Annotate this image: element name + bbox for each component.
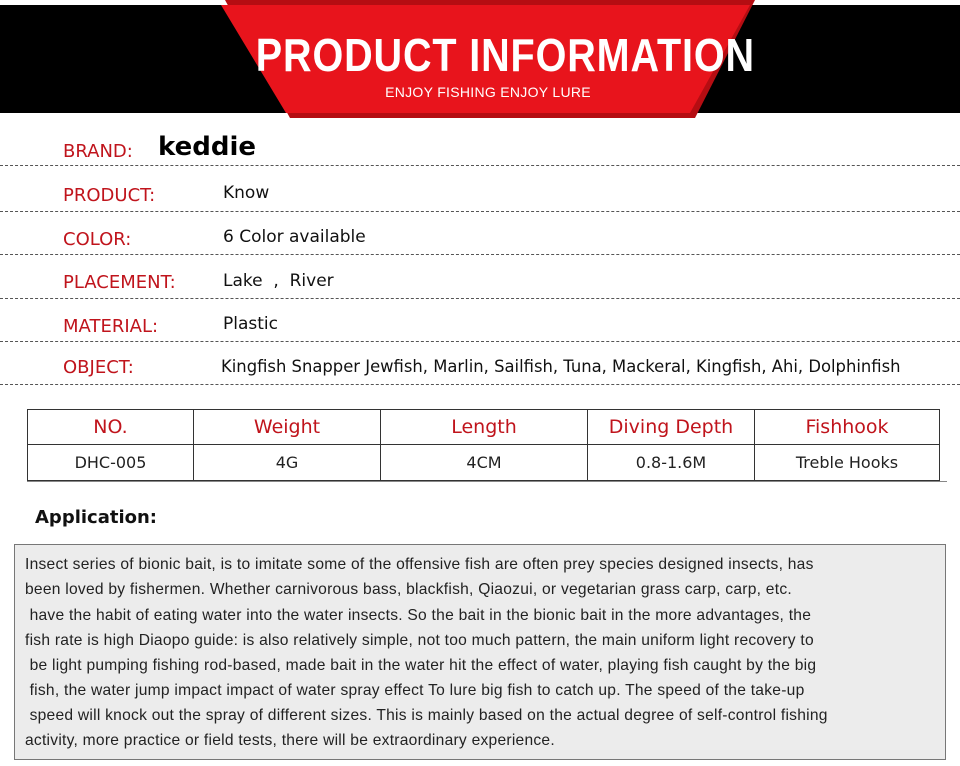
application-line: fish, the water jump impact impact of water spray effect To lure big fish to catch up. The speed of the take-up	[25, 682, 805, 699]
color-value: 6 Color available	[223, 227, 366, 247]
header-fishhook: Fishhook	[755, 410, 940, 445]
brand-label: BRAND:	[63, 141, 133, 162]
application-line: fish rate is high Diaopo guide: is also relatively simple, not too much pattern, the main uniform light recovery to	[25, 632, 814, 649]
material-label: MATERIAL:	[63, 316, 159, 337]
divider	[0, 341, 960, 342]
cell-weight: 4G	[194, 445, 381, 481]
application-heading: Application:	[35, 507, 158, 528]
divider	[0, 254, 960, 255]
object-value: Kingfish Snapper Jewfish, Marlin, Sailfish, Tuna, Mackeral, Kingfish, Ahi, Dolphinfish	[221, 357, 901, 376]
header-no: NO.	[28, 410, 194, 445]
table-row	[28, 445, 940, 481]
banner-subtitle: ENJOY FISHING ENJOY LURE	[385, 84, 591, 100]
brand-value: keddie	[158, 132, 256, 162]
object-label: OBJECT:	[63, 357, 134, 378]
cell-no: DHC-005	[28, 445, 194, 481]
color-label: COLOR:	[63, 229, 132, 250]
application-line: activity, more practice or field tests, there will be extraordinary experience.	[25, 732, 555, 749]
divider	[0, 298, 960, 299]
banner	[0, 0, 960, 118]
table-header-row	[28, 410, 940, 445]
product-value: Know	[223, 183, 270, 203]
cell-fishhook: Treble Hooks	[755, 445, 940, 481]
application-line: have the habit of eating water into the water insects. So the bait in the bionic bait in the more advantages, the	[25, 607, 812, 624]
material-value: Plastic	[223, 314, 278, 334]
placement-value: Lake , River	[223, 271, 334, 291]
product-label: PRODUCT:	[63, 185, 156, 206]
header-length: Length	[381, 410, 588, 445]
table-underline	[27, 481, 947, 482]
divider	[0, 384, 960, 385]
application-line: Insect series of bionic bait, is to imitate some of the offensive fish are often prey species designed insects, has	[25, 556, 814, 573]
placement-label: PLACEMENT:	[63, 272, 176, 293]
application-line: been loved by fishermen. Whether carnivorous bass, blackfish, Qiaozui, or vegetarian grass carp, carp, etc.	[25, 581, 792, 598]
header-diving-depth: Diving Depth	[588, 410, 755, 445]
application-line: speed will knock out the spray of different sizes. This is mainly based on the actual degree of self-control fishing	[25, 707, 828, 724]
banner-title: PRODUCT INFORMATION	[255, 29, 755, 81]
spec-table	[27, 409, 940, 481]
divider	[0, 165, 960, 166]
application-text-box	[14, 544, 946, 760]
divider	[0, 211, 960, 212]
cell-diving-depth: 0.8-1.6M	[588, 445, 755, 481]
header-weight: Weight	[194, 410, 381, 445]
cell-length: 4CM	[381, 445, 588, 481]
application-line: be light pumping fishing rod-based, made bait in the water hit the effect of water, playing fish caught by the big	[25, 657, 817, 674]
